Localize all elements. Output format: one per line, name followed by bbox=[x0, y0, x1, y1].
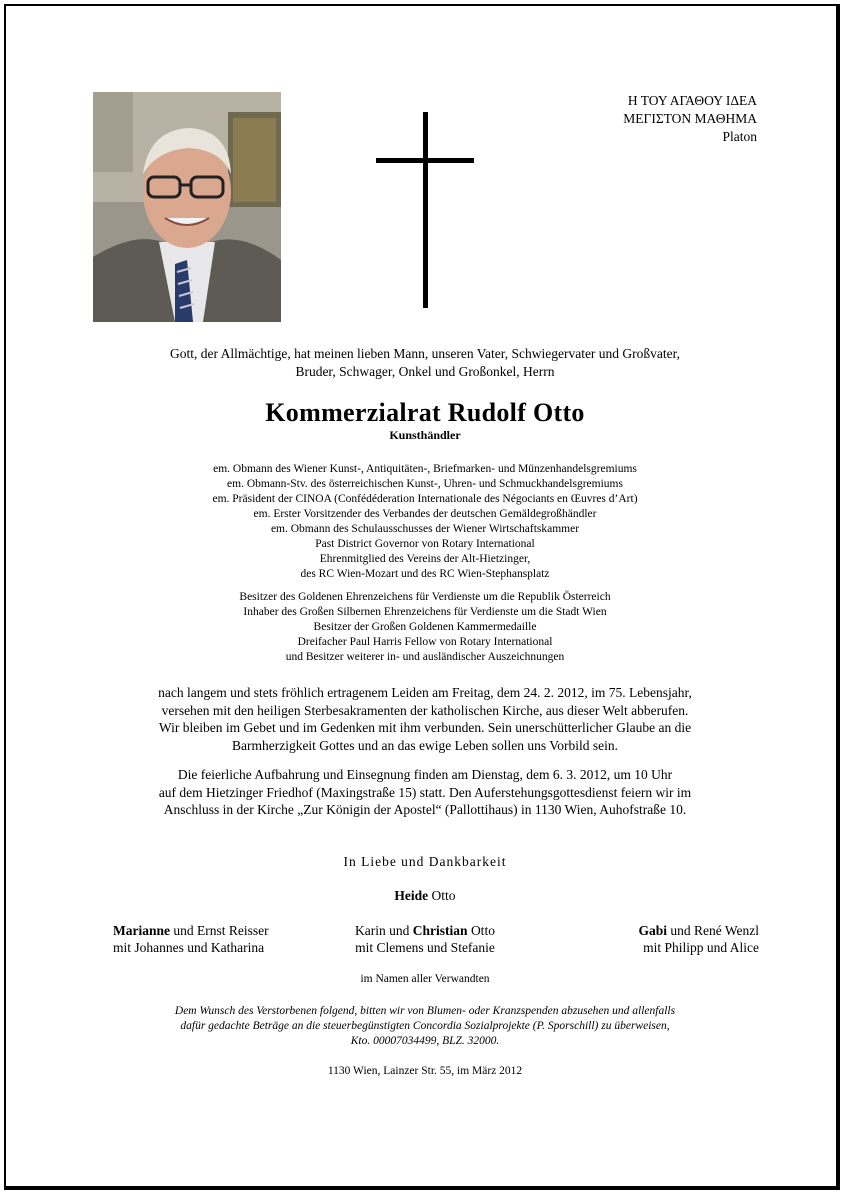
mourner-left-children: mit Johannes und Katharina bbox=[113, 940, 265, 955]
widow-name bbox=[0, 887, 850, 905]
intro-line: Bruder, Schwager, Onkel und Großonkel, Herrn bbox=[295, 363, 555, 379]
donation-line: Dem Wunsch des Verstorbenen folgend, bitten wir von Blumen- oder Kranzspenden abzusehen und allenfalls bbox=[174, 1005, 676, 1017]
deceased-profession: Kunsthändler bbox=[389, 428, 461, 442]
epigraph-line: ΜΕΓΙΣΤΟΝ ΜΑΘΗΜΑ bbox=[623, 111, 757, 126]
funeral-paragraph bbox=[0, 766, 850, 819]
passing-line: nach langem und stets fröhlich ertragenem Leiden am Freitag, dem 24. 2. 2012, im 75. Lebensjahr, bbox=[158, 685, 692, 700]
office-item: des RC Wien-Mozart und des RC Wien-Stephansplatz bbox=[300, 568, 550, 580]
honor-item: Inhaber des Großen Silbernen Ehrenzeichens für Verdienste um die Stadt Wien bbox=[243, 606, 607, 618]
funeral-line: Die feierliche Aufbahrung und Einsegnung finden am Dienstag, dem 6. 3. 2012, um 10 Uhr bbox=[177, 767, 673, 782]
cross-icon bbox=[376, 112, 476, 310]
mourner-middle-name: Christian bbox=[412, 923, 468, 938]
honor-item: Dreifacher Paul Harris Fellow von Rotary International bbox=[297, 636, 553, 648]
donation-line: dafür gedachte Beträge an die steuerbegünstigten Concordia Sozialprojekte (P. Sporschill) zu überweisen, bbox=[180, 1020, 670, 1032]
mourner-left-name: Marianne bbox=[113, 923, 170, 938]
portrait-photo bbox=[93, 92, 281, 322]
mourner-right-rest: und René Wenzl bbox=[670, 923, 759, 938]
mourners-heading: In Liebe und Dankbarkeit bbox=[343, 854, 507, 869]
office-item: em. Obmann-Stv. des österreichischen Kunst-, Uhren- und Schmuckhandelsgremiums bbox=[227, 478, 623, 490]
office-item: em. Erster Vorsitzender des Verbandes der deutschen Gemäldegroßhändler bbox=[253, 508, 597, 520]
mourner-middle-children: mit Clemens und Stefanie bbox=[355, 940, 495, 955]
passing-paragraph bbox=[0, 684, 850, 754]
epigraph bbox=[623, 92, 757, 146]
office-item: Past District Governor von Rotary International bbox=[315, 538, 535, 550]
widow-first-name: Heide bbox=[394, 888, 429, 903]
offices-list bbox=[0, 462, 850, 582]
intro-text bbox=[0, 345, 850, 380]
mourner-right-children: mit Philipp und Alice bbox=[643, 940, 759, 955]
honor-item: und Besitzer weiterer in- und ausländischer Auszeichnungen bbox=[285, 651, 565, 663]
mourner-middle-post: Otto bbox=[470, 923, 495, 938]
deceased-name: Kommerzialrat Rudolf Otto bbox=[265, 398, 585, 427]
relatives-line: im Namen aller Verwandten bbox=[360, 973, 490, 985]
honors-list bbox=[0, 590, 850, 665]
funeral-line: Anschluss in der Kirche „Zur Königin der Apostel“ (Pallottihaus) in 1130 Wien, Auhofstraße 10. bbox=[163, 802, 687, 817]
footer-address: 1130 Wien, Lainzer Str. 55, im März 2012 bbox=[327, 1065, 523, 1077]
office-item: em. Obmann des Schulausschusses der Wiener Wirtschaftskammer bbox=[270, 523, 580, 535]
epigraph-author: Platon bbox=[722, 129, 757, 144]
epigraph-line: Η ΤΟΥ ΑΓΑΘΟΥ ΙΔΕΑ bbox=[627, 93, 757, 108]
passing-line: Barmherzigkeit Gottes und an das ewige Leben sollen uns Vorbild sein. bbox=[231, 737, 619, 753]
mourner-right bbox=[638, 922, 759, 956]
passing-line: versehen mit den heiligen Sterbesakramenten der katholischen Kirche, aus dieser Welt abberufen. bbox=[161, 702, 689, 718]
honor-item: Besitzer des Goldenen Ehrenzeichens für Verdienste um die Republik Österreich bbox=[239, 591, 611, 603]
honor-item: Besitzer der Großen Goldenen Kammermedaille bbox=[313, 621, 537, 633]
mourner-left-rest: und Ernst Reisser bbox=[173, 923, 269, 938]
office-item: em. Präsident der CINOA (Confédéderation Internationale des Négociants en Œuvres d’Art) bbox=[212, 493, 638, 505]
passing-line: Wir bleiben im Gebet und im Gedenken mit ihm verbunden. Sein unerschütterlicher Glaube an die bbox=[158, 720, 692, 735]
mourner-right-name: Gabi bbox=[638, 923, 667, 938]
office-item: Ehrenmitglied des Vereins der Alt-Hietzinger, bbox=[319, 553, 531, 565]
funeral-line: auf dem Hietzinger Friedhof (Maxingstraße 15) statt. Den Auferstehungsgottesdienst feiern wir im bbox=[158, 784, 692, 800]
widow-last-name: Otto bbox=[431, 888, 456, 903]
mourner-middle-pre: Karin und bbox=[355, 923, 410, 938]
donation-line: Kto. 00007034499, BLZ. 32000. bbox=[350, 1035, 500, 1047]
donation-note bbox=[0, 1004, 850, 1049]
intro-line: Gott, der Allmächtige, hat meinen lieben Mann, unseren Vater, Schwiegervater und Großvater, bbox=[169, 346, 680, 361]
office-item: em. Obmann des Wiener Kunst-, Antiquitäten-, Briefmarken- und Münzenhandelsgremiums bbox=[213, 463, 637, 475]
